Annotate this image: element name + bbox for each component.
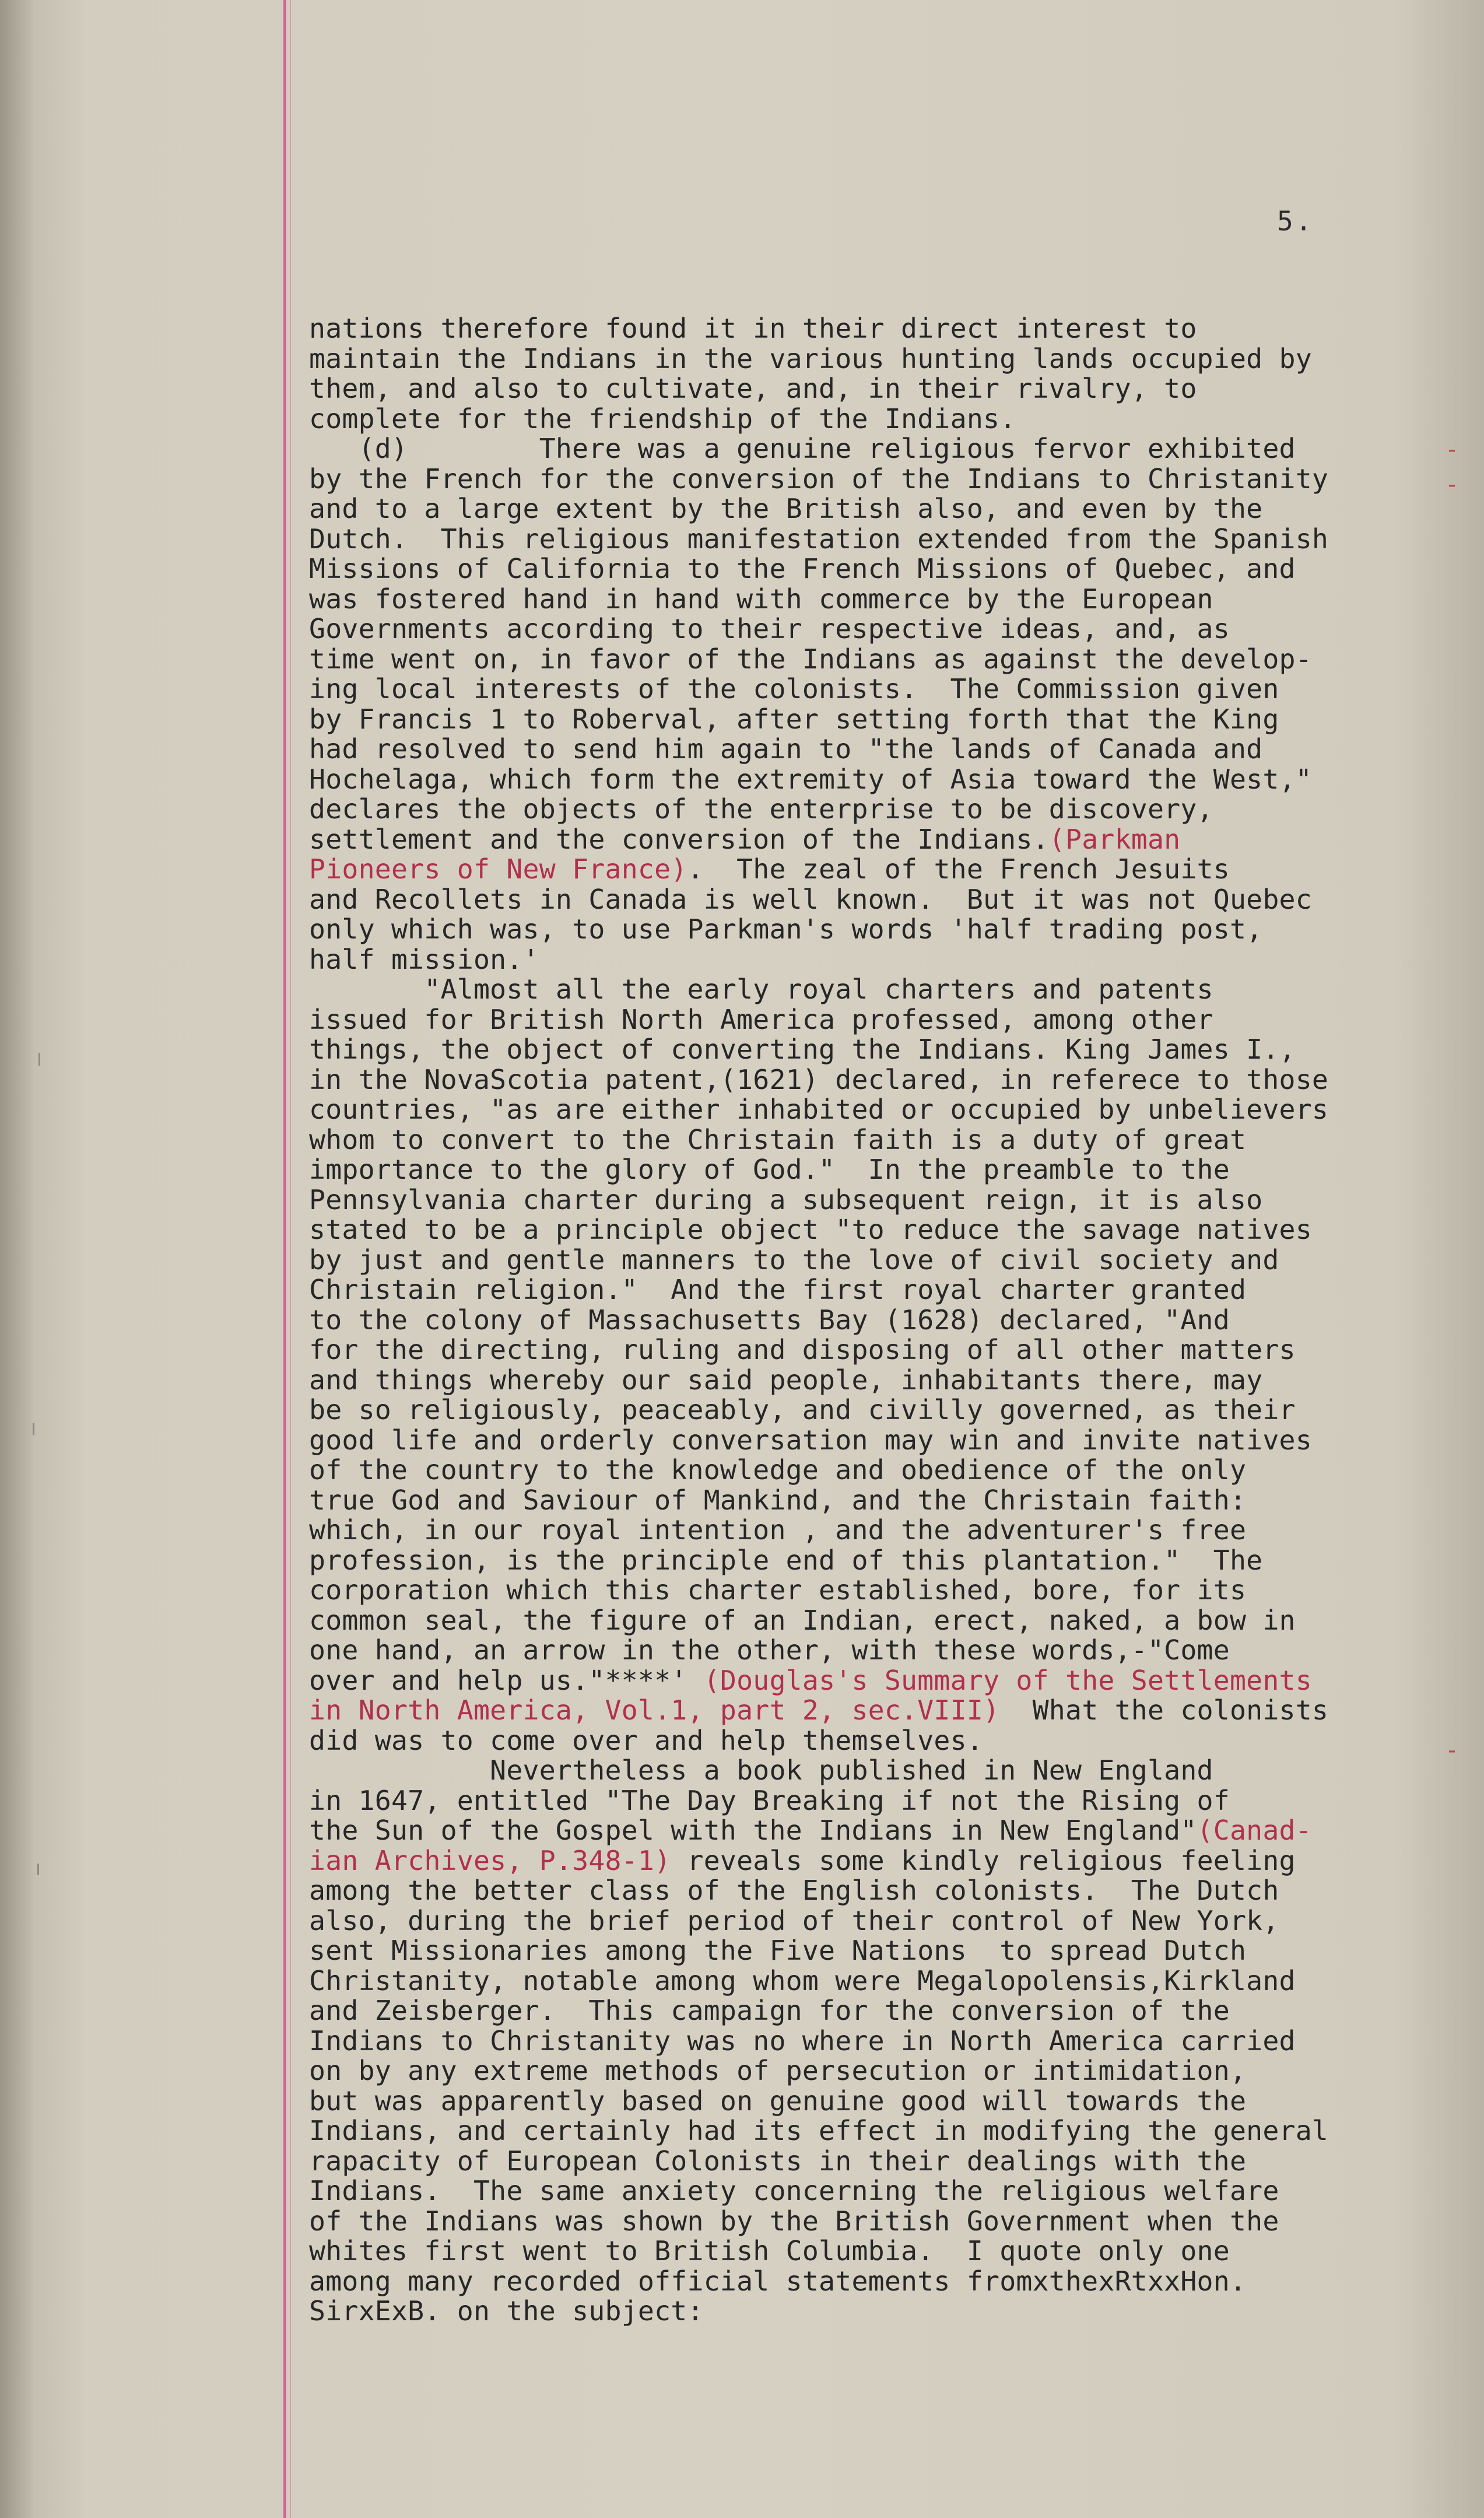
text-line: Nevertheless a book published in New England xyxy=(309,1754,1213,1786)
paragraph-4 xyxy=(309,1756,1405,2327)
text-line: of the Indians was shown by the British Government when the xyxy=(309,2205,1279,2237)
text-run: What the colonists xyxy=(999,1694,1329,1726)
citation-douglas: (Douglas's Summary of the Settlements xyxy=(703,1664,1312,1696)
paragraph-3 xyxy=(309,975,1405,1756)
text-line: also, during the brief period of their control of New York, xyxy=(309,1904,1279,1936)
text-line: among the better class of the English colonists. The Dutch xyxy=(309,1875,1279,1906)
margin-tick xyxy=(37,1864,39,1875)
text-run: the Sun of the Gospel with the Indians in New England" xyxy=(309,1815,1197,1846)
text-line xyxy=(309,1816,1405,1846)
text-line: be so religiously, peaceably, and civilly governed, as their xyxy=(309,1394,1296,1426)
text-line: Christain religion." And the first royal charter granted xyxy=(309,1274,1247,1305)
text-line xyxy=(309,1696,1405,1726)
margin-tick xyxy=(33,1423,34,1435)
text-line: maintain the Indians in the various hunting lands occupied by xyxy=(309,342,1312,374)
text-line: good life and orderly conversation may win and invite natives xyxy=(309,1424,1312,1456)
text-line: to the colony of Massachusetts Bay (1628) declared, "And xyxy=(309,1304,1230,1336)
text-run: settlement and the conversion of the Indians. xyxy=(309,823,1049,855)
marginal-mark: - xyxy=(1445,471,1460,498)
text-line: on by any extreme methods of persecution or intimidation, xyxy=(309,2055,1247,2086)
text-line: rapacity of European Colonists in their dealings with the xyxy=(309,2145,1247,2177)
marginal-mark: - xyxy=(1445,436,1460,463)
text-line: Christanity, notable among whom were Megalopolensis,Kirkland xyxy=(309,1964,1296,1997)
paragraph-2 xyxy=(309,434,1405,975)
margin-tick xyxy=(38,1053,40,1066)
text-line: ing local interests of the colonists. The Commission given xyxy=(309,673,1279,705)
page-edge-shadow xyxy=(0,0,35,2518)
text-line: countries, "as are either inhabited or occupied by unbelievers xyxy=(309,1094,1329,1125)
text-line: Pennsylvania charter during a subsequent reign, it is also xyxy=(309,1183,1263,1216)
text-line: Indians, and certainly had its effect in modifying the general xyxy=(309,2115,1329,2146)
marginal-mark: - xyxy=(1445,1737,1460,1764)
page-number: 5. xyxy=(1277,205,1314,237)
text-line: but was apparently based on genuine good will towards the xyxy=(309,2085,1247,2117)
text-line: time went on, in favor of the Indians as against the develop- xyxy=(309,643,1312,675)
text-line: in 1647, entitled "The Day Breaking if not the Rising of xyxy=(309,1784,1230,1816)
text-line: common seal, the figure of an Indian, erect, naked, a bow in xyxy=(309,1604,1296,1636)
text-line: and Recollets in Canada is well known. But it was not Quebec xyxy=(309,883,1312,915)
text-line: and things whereby our said people, inhabitants there, may xyxy=(309,1364,1263,1396)
text-line: did was to come over and help themselves. xyxy=(309,1724,984,1756)
text-line: among many recorded official statements fromxthexRtxxHon. xyxy=(309,2265,1247,2297)
text-line xyxy=(309,825,1405,855)
text-line: Dutch. This religious manifestation extended from the Spanish xyxy=(309,523,1329,555)
text-line: whites first went to British Columbia. I quote only one xyxy=(309,2235,1230,2267)
text-line: by Francis 1 to Roberval, after setting forth that the King xyxy=(309,703,1279,735)
text-line: things, the object of converting the Indians. King James I., xyxy=(309,1034,1296,1065)
document-body xyxy=(309,314,1405,2327)
text-line: Governments according to their respective ideas, and, as xyxy=(309,613,1230,645)
text-line: nations therefore found it in their direct interest to xyxy=(309,313,1197,344)
margin-rule-red xyxy=(283,0,286,2518)
margin-rule-red-secondary xyxy=(290,0,291,2518)
text-line: (d) There was a genuine religious fervor exhibited xyxy=(309,433,1296,464)
text-line: profession, is the principle end of this plantation." The xyxy=(309,1544,1263,1576)
text-line: only which was, to use Parkman's words 'half trading post, xyxy=(309,913,1263,945)
text-line: half mission.' xyxy=(309,943,539,975)
text-run: over and help us."****' xyxy=(309,1664,704,1696)
text-line: sent Missionaries among the Five Nations to spread Dutch xyxy=(309,1935,1247,1966)
text-line: which, in our royal intention , and the adventurer's free xyxy=(309,1514,1247,1546)
text-line: SirxExB. on the subject: xyxy=(309,2295,704,2327)
text-line: of the country to the knowledge and obedience of the only xyxy=(309,1454,1247,1486)
text-line: by just and gentle manners to the love of civil society and xyxy=(309,1244,1279,1276)
citation-canadian-archives-cont: ian Archives, P.348-1) xyxy=(309,1844,671,1876)
text-line: and to a large extent by the British also, and even by the xyxy=(309,493,1263,524)
text-line: Indians. The same anxiety concerning the religious welfare xyxy=(309,2175,1279,2207)
citation-douglas-cont: in North America, Vol.1, part 2, sec.VIII) xyxy=(309,1694,1000,1726)
text-line: complete for the friendship of the Indians. xyxy=(309,402,1016,435)
text-line: them, and also to cultivate, and, in their rivalry, to xyxy=(309,373,1197,404)
text-run: . The zeal of the French Jesuits xyxy=(687,853,1230,885)
text-line xyxy=(309,1666,1405,1696)
text-line: and Zeisberger. This campaign for the conversion of the xyxy=(309,1995,1230,2026)
text-line: true God and Saviour of Mankind, and the Christain faith: xyxy=(309,1484,1247,1516)
text-line: for the directing, ruling and disposing of all other matters xyxy=(309,1334,1296,1365)
text-line: stated to be a principle object "to reduce the savage natives xyxy=(309,1214,1312,1245)
citation-close: ) xyxy=(671,853,687,885)
citation-pioneers-of-new-france: Pioneers of New France xyxy=(309,853,671,885)
text-line: Hochelaga, which form the extremity of Asia toward the West," xyxy=(309,763,1312,795)
text-line: in the NovaScotia patent,(1621) declared, in referece to those xyxy=(309,1063,1329,1095)
text-line: declares the objects of the enterprise to be discovery, xyxy=(309,793,1213,825)
text-run: reveals some kindly religious feeling xyxy=(671,1844,1296,1876)
text-line: had resolved to send him again to "the lands of Canada and xyxy=(309,733,1263,765)
text-line: "Almost all the early royal charters and patents xyxy=(309,973,1213,1005)
text-line: one hand, an arrow in the other, with these words,-"Come xyxy=(309,1634,1230,1666)
text-line xyxy=(309,1846,1405,1876)
text-line: Missions of California to the French Missions of Quebec, and xyxy=(309,553,1296,584)
text-line: whom to convert to the Christain faith is a duty of great xyxy=(309,1123,1247,1155)
paragraph-1 xyxy=(309,314,1405,434)
citation-canadian-archives: (Canad- xyxy=(1197,1815,1312,1846)
text-line: corporation which this charter established, bore, for its xyxy=(309,1574,1247,1606)
text-line: importance to the glory of God." In the preamble to the xyxy=(309,1154,1230,1185)
text-line: by the French for the conversion of the Indians to Christanity xyxy=(309,463,1329,495)
text-line xyxy=(309,854,1405,885)
citation-parkman: (Parkman xyxy=(1048,823,1181,855)
text-line: issued for British North America professed, among other xyxy=(309,1003,1213,1035)
text-line: was fostered hand in hand with commerce by the European xyxy=(309,583,1213,615)
text-line: Indians to Christanity was no where in North America carried xyxy=(309,2025,1296,2057)
